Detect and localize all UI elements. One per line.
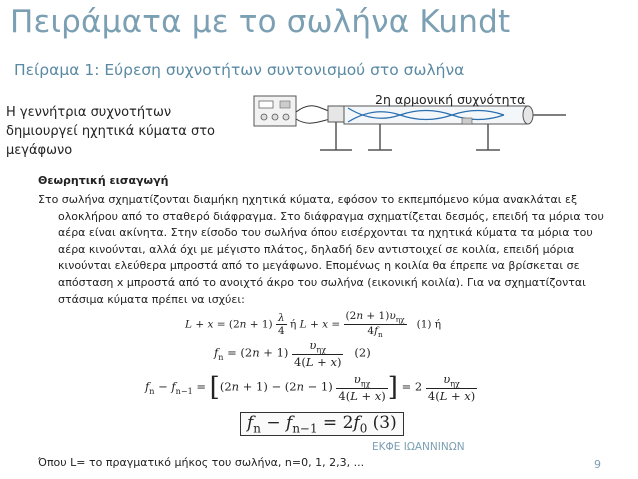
theory-text: Στο σωλήνα σχηματίζονται διαμήκη ηχητικά κύματα, εφόσον το εκπεμπόμενο κύμα ανακλάται εξ ολοκλήρου από το σταθερό διάφραγμα. Στο διάφραγμα σχηματίζεται δεσμός, επειδή τα μόρια του αέρα είναι ακίνητα. Στην είσοδο του σωλήνα όπου εισέρχονται τα ηχητικά κύματα τα μόρια του αέρα κινούνται, αλλά όχι με μέγιστο πλάτος, δηλαδή δεν αντιστοιχεί σε κοιλία, επειδή μόρια κινούνται ελεύθερα μπροστά από το μεγάφωνο. Επομένως η κοιλία θα έπρεπε να βρίσκεται σε απόσταση x μπροστά από το ανοιχτό άκρο του σωλήνα (εικονική κοιλία). Για να σχηματίζονται στάσιμα κύματα πρέπει να ισχύει: xyxy=(38,193,604,306)
frequency-generator-illustration xyxy=(254,96,296,126)
page-number: 9 xyxy=(594,458,601,471)
equation-frequency: $f_n = (2n + 1)$ $\frac{\upsilon_{\eta\chi}}{4(L + x)}$ (2) xyxy=(214,338,371,370)
slide-title: Πειράματα με το σωλήνα Kundt xyxy=(10,4,511,40)
equation-frequency-difference: $f_n - f_{n-1} = [(2n + 1) - (2n - 1)$ $\frac{\upsilon_{\eta\chi}}{4(L + x)}$ ] = 2 $\frac{\upsilon_{\eta\chi}}{4(L + x)}$ xyxy=(145,372,476,404)
kundt-tube-illustration xyxy=(344,106,533,124)
footer-definition-text: Όπου L= το πραγματικό μήκος του σωλήνα, n=0, 1, 2,3, ... xyxy=(38,456,365,469)
equation-resonance-condition: L + x = (2n + 1) $\frac{\lambda}{4}$ ή L + x = $\frac{(2n + 1)\upsilon_{\eta\chi}}{4f_n}$ (1) ή xyxy=(185,310,442,340)
theory-paragraph xyxy=(38,192,604,308)
generator-description: Η γεννήτρια συχνοτήτων δημιουργεί ηχητικά κύματα στο μεγάφωνο xyxy=(6,105,215,158)
theory-heading: Θεωρητική εισαγωγή xyxy=(38,174,169,187)
equation-boxed-result: $f_n - f_{n-1} = 2f_0$ (3) xyxy=(240,412,404,436)
footer-organization-label: ΕΚΦΕ ΙΩΑΝΝΙΝΩΝ xyxy=(372,441,465,453)
second-harmonic-label: 2η αρμονική συχνότητα xyxy=(375,92,526,107)
slide-subtitle: Πείραμα 1: Εύρεση συχνοτήτων συντονισμού στο σωλήνα xyxy=(14,61,465,79)
